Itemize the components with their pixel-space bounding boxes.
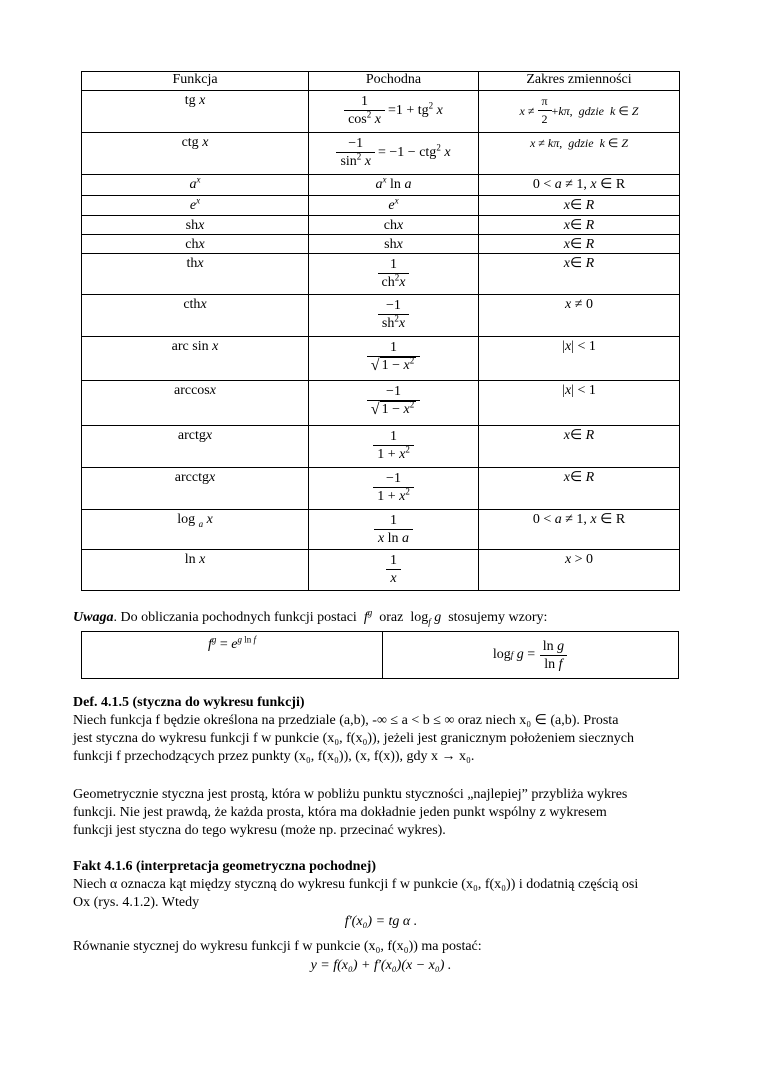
uwaga-label: Uwaga [73,610,114,625]
uwaga-text-before: . Do obliczania pochodnych funkcji postaci [113,610,357,625]
range-cell: 0 < a ≠ 1, x ∈ R [479,510,680,550]
table-row [82,510,680,550]
range-cell: x∈ R [479,196,680,216]
fakt-line-2: Ox (rys. 4.1.2). Wtedy [73,895,200,910]
derivative-cell: $\frac{-1}{\sin^2 x}$ = −1 − ctg$^2$ x [309,133,479,175]
table-row [82,91,680,133]
derivative-cell: −1 √ $1 - x^2$ [309,381,479,426]
derivative-cell: $\frac{1}{ch^2x}$ [309,254,479,295]
derivative-cell: $\frac{1}{\text{x ln a}}$ [309,510,479,550]
function-cell: log $_a$ x [82,510,309,550]
table-row [82,550,680,591]
function-cell: cthx [82,295,309,337]
geom-line-2: funkcji. Nie jest prawdą, że każda prosta, która ma dokładnie jeden punkt wspólny z wykresem [73,805,607,820]
header-pochodna: Pochodna [309,72,479,91]
function-cell: arcctgx [82,468,309,510]
derivative-cell: $\frac{-1}{1 + x^2}$ [309,468,479,510]
range-cell: x∈ R [479,235,680,254]
derivatives-table [81,71,680,591]
geom-line-1: Geometrycznie styczna jest prostą, która w pobliżu punktu styczności „najlepiej” przybliża wykres [73,787,628,802]
fakt-line-3: Równanie stycznej do wykresu funkcji f w punkcie (x₀, f(x₀)) ma postać: [73,939,482,954]
uwaga-oraz: oraz [379,610,404,625]
table-row [82,426,680,468]
derivative-cell: $a^x$ ln a [309,175,479,196]
formula-log: log f g = $\frac{\text{ln g}}{\text{ln f}}$ [383,632,679,679]
function-cell: tg x [82,91,309,133]
table-row [82,175,680,196]
table-header-row [82,72,680,91]
fakt-title: Fakt 4.1.6 (interpretacja geometryczna pochodnej) [73,859,377,874]
function-cell: chx [82,235,309,254]
derivative-cell: $\frac{1}{x}$ [309,550,479,591]
derivative-cell: $\frac{1}{\cos^2 x}$ $=1 + tg^2$ x [309,91,479,133]
geom-line-3: funkcji jest styczna do tego wykresu (może np. przecinać wykres). [73,823,446,838]
function-cell: ln x [82,550,309,591]
function-cell: $e^x$ [82,196,309,216]
table-row [82,196,680,216]
table-row [82,216,680,235]
formula-table [81,631,679,679]
function-cell: $a^x$ [82,175,309,196]
derivative-cell: $\frac{1}{1 + x^2}$ [309,426,479,468]
derivative-cell: 1 √ $1 - x^2$ [309,337,479,381]
derivative-cell: $e^x$ [309,196,479,216]
range-cell: | x | < 1 [479,381,680,426]
table-row [82,468,680,510]
header-zakres: Zakres zmienności [479,72,680,91]
header-funkcja: Funkcja [82,72,309,91]
uwaga-text-after: stosujemy wzory: [448,610,548,625]
range-cell: x∈ R [479,254,680,295]
function-cell: shx [82,216,309,235]
def-title: Def. 4.1.5 (styczna do wykresu funkcji) [73,695,305,710]
table-row [82,337,680,381]
range-cell: | x | < 1 [479,337,680,381]
range-cell: x ≠ kπ, gdzie k ∈ Z [479,133,680,175]
derivative-cell: shx [309,235,479,254]
table-row [82,133,680,175]
table-row [82,235,680,254]
range-cell: x∈ R [479,216,680,235]
function-cell: arccosx [82,381,309,426]
derivative-cell: chx [309,216,479,235]
range-cell: x ≠ 0 [479,295,680,337]
fakt-formula-2: y = f(x₀) + f′(x₀)(x − x₀) . [310,958,452,973]
table-row [82,381,680,426]
fakt-line-1: Niech α oznacza kąt między styczną do wykresu funkcji f w punkcie (x₀, f(x₀)) i dodatnią częścią osi [73,877,639,892]
function-cell: arc sin x [82,337,309,381]
range-cell: x∈ R [479,426,680,468]
table-row [82,295,680,337]
derivative-cell: $\frac{-1}{sh^2x}$ [309,295,479,337]
function-cell: thx [82,254,309,295]
fakt-formula-1: f′(x₀) = tg α . [344,914,418,929]
range-cell: x∈ R [479,468,680,510]
def-line-2: jest styczna do wykresu funkcji f w punkcie (x₀, f(x₀)), jeżeli jest granicznym położeniem siecznych [73,731,635,746]
function-cell: ctg x [82,133,309,175]
range-cell: 0 < a ≠ 1, x ∈ R [479,175,680,196]
table-row [82,254,680,295]
uwaga-paragraph: Uwaga. Do obliczania pochodnych funkcji postaci $f^g$ oraz $\log_f g$ stosujemy wzory: [73,607,548,627]
function-cell: arctgx [82,426,309,468]
range-cell: x ≠ $\frac{\pi}{2}$ + kπ , gdzie k ∈ Z [479,91,680,133]
def-line-1: Niech funkcja f będzie określona na przedziale (a,b), -∞ ≤ a < b ≤ ∞ oraz niech x₀ ∈ (a,b). Prosta [73,713,619,728]
def-line-3: funkcji f przechodzących przez punkty (x₀, f(x₀)), (x, f(x)), gdy x → x₀. [73,749,475,764]
formula-power: $f^g = e^{g ln f}$ [82,632,383,679]
range-cell: x > 0 [479,550,680,591]
